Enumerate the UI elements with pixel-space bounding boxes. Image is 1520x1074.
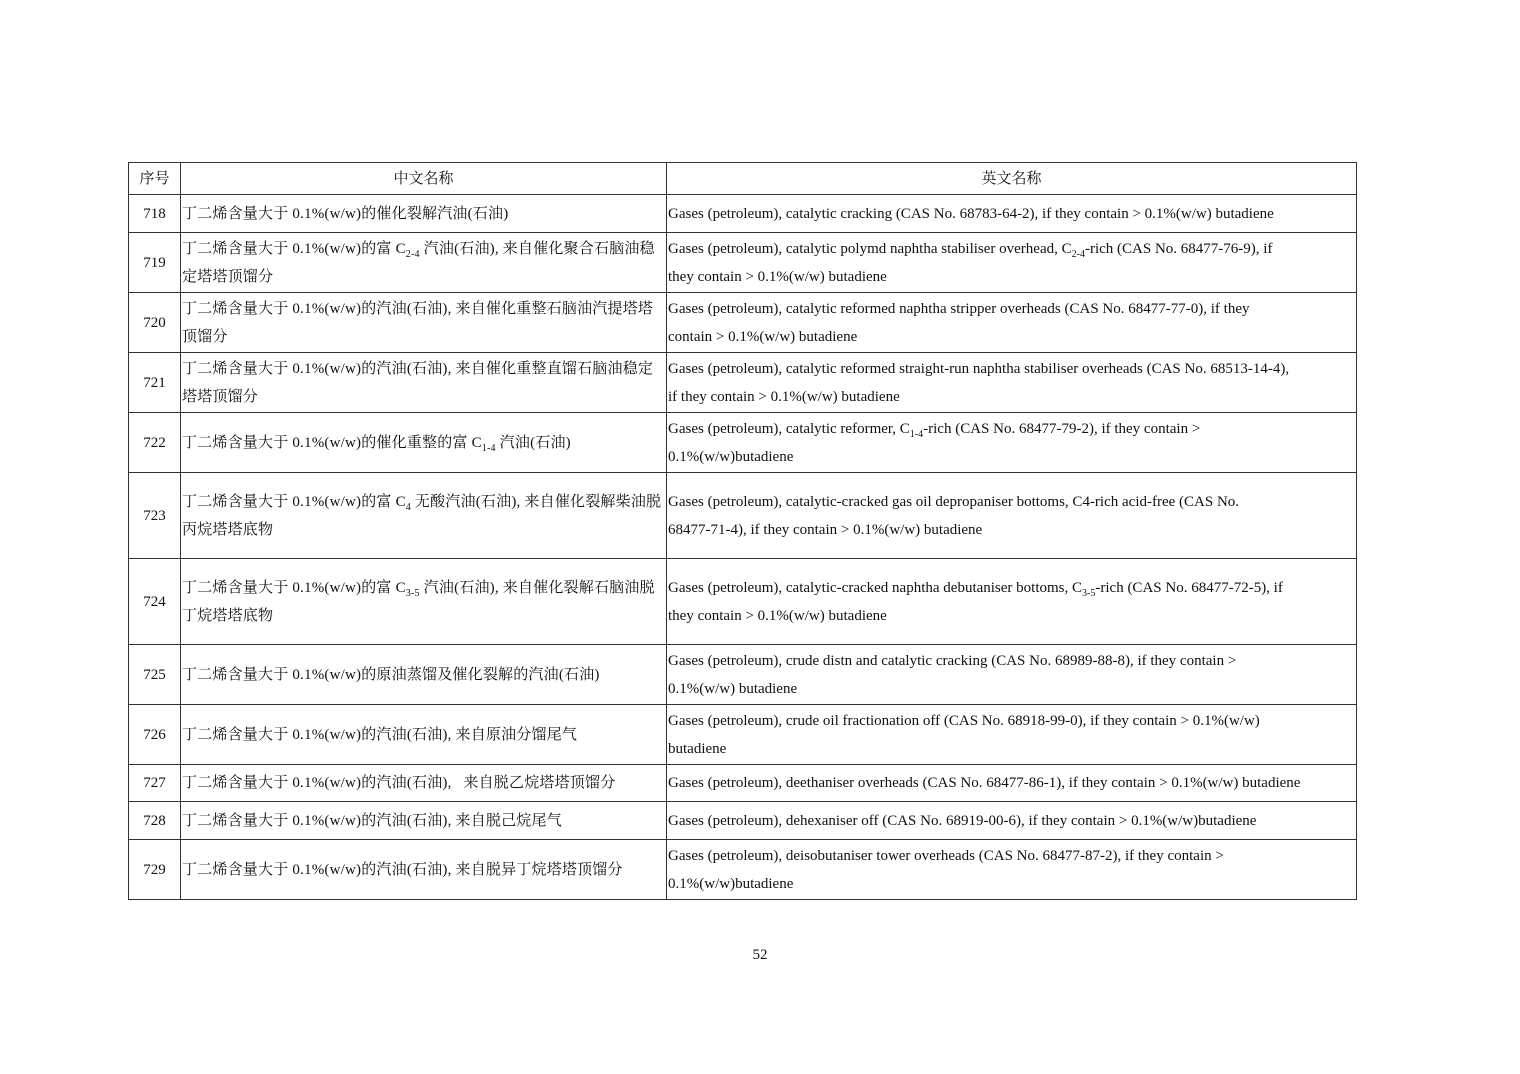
table-row <box>129 559 1357 645</box>
chinese-name: 丁二烯含量大于 0.1%(w/w)的汽油(石油), 来自脱乙烷塔塔顶馏分 <box>181 765 667 802</box>
row-number: 723 <box>129 473 181 559</box>
table-header-row <box>129 163 1357 195</box>
chinese-name: 丁二烯含量大于 0.1%(w/w)的原油蒸馏及催化裂解的汽油(石油) <box>181 645 667 705</box>
chinese-name-subscript: 1-4 <box>481 442 496 454</box>
table-row <box>129 840 1357 900</box>
chinese-name-part: 汽油(石油) <box>495 434 571 451</box>
english-name <box>667 413 1357 473</box>
chinese-name-part: 丁二烯含量大于 0.1%(w/w)的催化重整的富 C <box>182 434 482 451</box>
chinese-name-part: 汽油(石油), 来自催化裂解石脑油脱丁烷塔塔底物 <box>182 579 655 624</box>
chinese-name <box>181 559 667 645</box>
chinese-name-part: 丁二烯含量大于 0.1%(w/w)的富 C <box>182 493 406 510</box>
english-name-subscript: 1-4 <box>909 428 924 440</box>
english-name-part: -rich (CAS No. 68477-79-2), if they contain > <box>923 420 1201 437</box>
chinese-name-part: 汽油(石油), 来自催化聚合石脑油稳定塔塔顶馏分 <box>182 240 655 285</box>
row-number: 726 <box>129 705 181 765</box>
english-name-line: butadiene <box>668 740 727 757</box>
row-number: 719 <box>129 233 181 293</box>
chinese-name: 丁二烯含量大于 0.1%(w/w)的汽油(石油), 来自催化重整直馏石脑油稳定塔塔顶馏分 <box>181 353 667 413</box>
english-name-part: Gases (petroleum), catalytic reformer, C <box>668 420 910 437</box>
english-name: Gases (petroleum), catalytic cracking (CAS No. 68783-64-2), if they contain > 0.1%(w/w) butadiene <box>667 195 1357 233</box>
table-row <box>129 413 1357 473</box>
english-name <box>667 645 1357 705</box>
english-name-line: 0.1%(w/w) butadiene <box>668 680 798 697</box>
table-row <box>129 473 1357 559</box>
header-english-name: 英文名称 <box>667 163 1357 195</box>
english-name <box>667 559 1357 645</box>
english-name-line <box>668 415 1355 443</box>
english-name <box>667 840 1357 900</box>
english-name-line: 68477-71-4), if they contain > 0.1%(w/w) butadiene <box>668 521 983 538</box>
english-name-subscript: 2-4 <box>1071 248 1085 260</box>
chinese-name: 丁二烯含量大于 0.1%(w/w)的汽油(石油), 来自脱己烷尾气 <box>181 802 667 840</box>
row-number: 725 <box>129 645 181 705</box>
table-row <box>129 802 1357 840</box>
row-number: 728 <box>129 802 181 840</box>
english-name-line: Gases (petroleum), catalytic reformed naphtha stripper overheads (CAS No. 68477-77-0), if they <box>668 300 1250 317</box>
row-number: 727 <box>129 765 181 802</box>
table-row <box>129 195 1357 233</box>
row-number: 729 <box>129 840 181 900</box>
header-index: 序号 <box>129 163 181 195</box>
page-number: 52 <box>752 947 768 963</box>
english-name-line: they contain > 0.1%(w/w) butadiene <box>668 268 887 285</box>
english-name-part: Gases (petroleum), catalytic polymd naphtha stabiliser overhead, C <box>668 240 1072 257</box>
chinese-name-subscript: 2-4 <box>405 248 420 260</box>
chinese-name: 丁二烯含量大于 0.1%(w/w)的汽油(石油), 来自原油分馏尾气 <box>181 705 667 765</box>
substance-table <box>128 162 1357 900</box>
english-name-line: Gases (petroleum), deisobutaniser tower overheads (CAS No. 68477-87-2), if they contain > <box>668 847 1224 864</box>
table-row <box>129 705 1357 765</box>
english-name-line: Gases (petroleum), crude distn and catalytic cracking (CAS No. 68989-88-8), if they contain > <box>668 652 1237 669</box>
table-row <box>129 233 1357 293</box>
english-name-part: -rich (CAS No. 68477-76-9), if <box>1084 240 1273 257</box>
english-name-part: Gases (petroleum), catalytic-cracked naphtha debutaniser bottoms, C <box>668 579 1083 596</box>
table-row <box>129 765 1357 802</box>
english-name-line: they contain > 0.1%(w/w) butadiene <box>668 607 887 624</box>
english-name <box>667 473 1357 559</box>
chinese-name-subscript: 3-5 <box>405 587 420 599</box>
english-name: Gases (petroleum), deethaniser overheads (CAS No. 68477-86-1), if they contain > 0.1%(w/w) butadiene <box>667 765 1357 802</box>
english-name <box>667 233 1357 293</box>
chinese-name <box>181 473 667 559</box>
row-number: 722 <box>129 413 181 473</box>
english-name <box>667 353 1357 413</box>
english-name-line <box>668 235 1355 263</box>
english-name-line: Gases (petroleum), catalytic-cracked gas oil depropaniser bottoms, C4-rich acid-free (CAS No. <box>668 493 1240 510</box>
english-name-line: 0.1%(w/w)butadiene <box>668 448 794 465</box>
chinese-name: 丁二烯含量大于 0.1%(w/w)的催化裂解汽油(石油) <box>181 195 667 233</box>
english-name-subscript: 3-5 <box>1082 587 1096 599</box>
chinese-name-subscript: 4 <box>405 501 411 513</box>
table-row <box>129 353 1357 413</box>
table-row <box>129 645 1357 705</box>
row-number: 724 <box>129 559 181 645</box>
chinese-name <box>181 233 667 293</box>
english-name-line: Gases (petroleum), catalytic reformed straight-run naphtha stabiliser overheads (CAS No. 68513-14-4), <box>668 360 1290 377</box>
chinese-name-part: 无酸汽油(石油), 来自催化裂解柴油脱丙烷塔塔底物 <box>182 493 662 538</box>
english-name <box>667 705 1357 765</box>
english-name-line <box>668 574 1355 602</box>
chinese-name: 丁二烯含量大于 0.1%(w/w)的汽油(石油), 来自催化重整石脑油汽提塔塔顶馏分 <box>181 293 667 353</box>
english-name-line: Gases (petroleum), crude oil fractionation off (CAS No. 68918-99-0), if they contain > 0.1%(w/w) <box>668 712 1260 729</box>
row-number: 721 <box>129 353 181 413</box>
row-number: 718 <box>129 195 181 233</box>
table-row <box>129 293 1357 353</box>
english-name <box>667 293 1357 353</box>
english-name-line: contain > 0.1%(w/w) butadiene <box>668 328 858 345</box>
english-name: Gases (petroleum), dehexaniser off (CAS No. 68919-00-6), if they contain > 0.1%(w/w)butadiene <box>667 802 1357 840</box>
chinese-name <box>181 413 667 473</box>
header-chinese-name: 中文名称 <box>181 163 667 195</box>
chinese-name-part: 丁二烯含量大于 0.1%(w/w)的富 C <box>182 240 406 257</box>
chinese-name-part: 丁二烯含量大于 0.1%(w/w)的富 C <box>182 579 406 596</box>
chinese-name: 丁二烯含量大于 0.1%(w/w)的汽油(石油), 来自脱异丁烷塔塔顶馏分 <box>181 840 667 900</box>
english-name-line: if they contain > 0.1%(w/w) butadiene <box>668 388 900 405</box>
row-number: 720 <box>129 293 181 353</box>
english-name-line: 0.1%(w/w)butadiene <box>668 875 794 892</box>
english-name-part: -rich (CAS No. 68477-72-5), if <box>1095 579 1283 596</box>
